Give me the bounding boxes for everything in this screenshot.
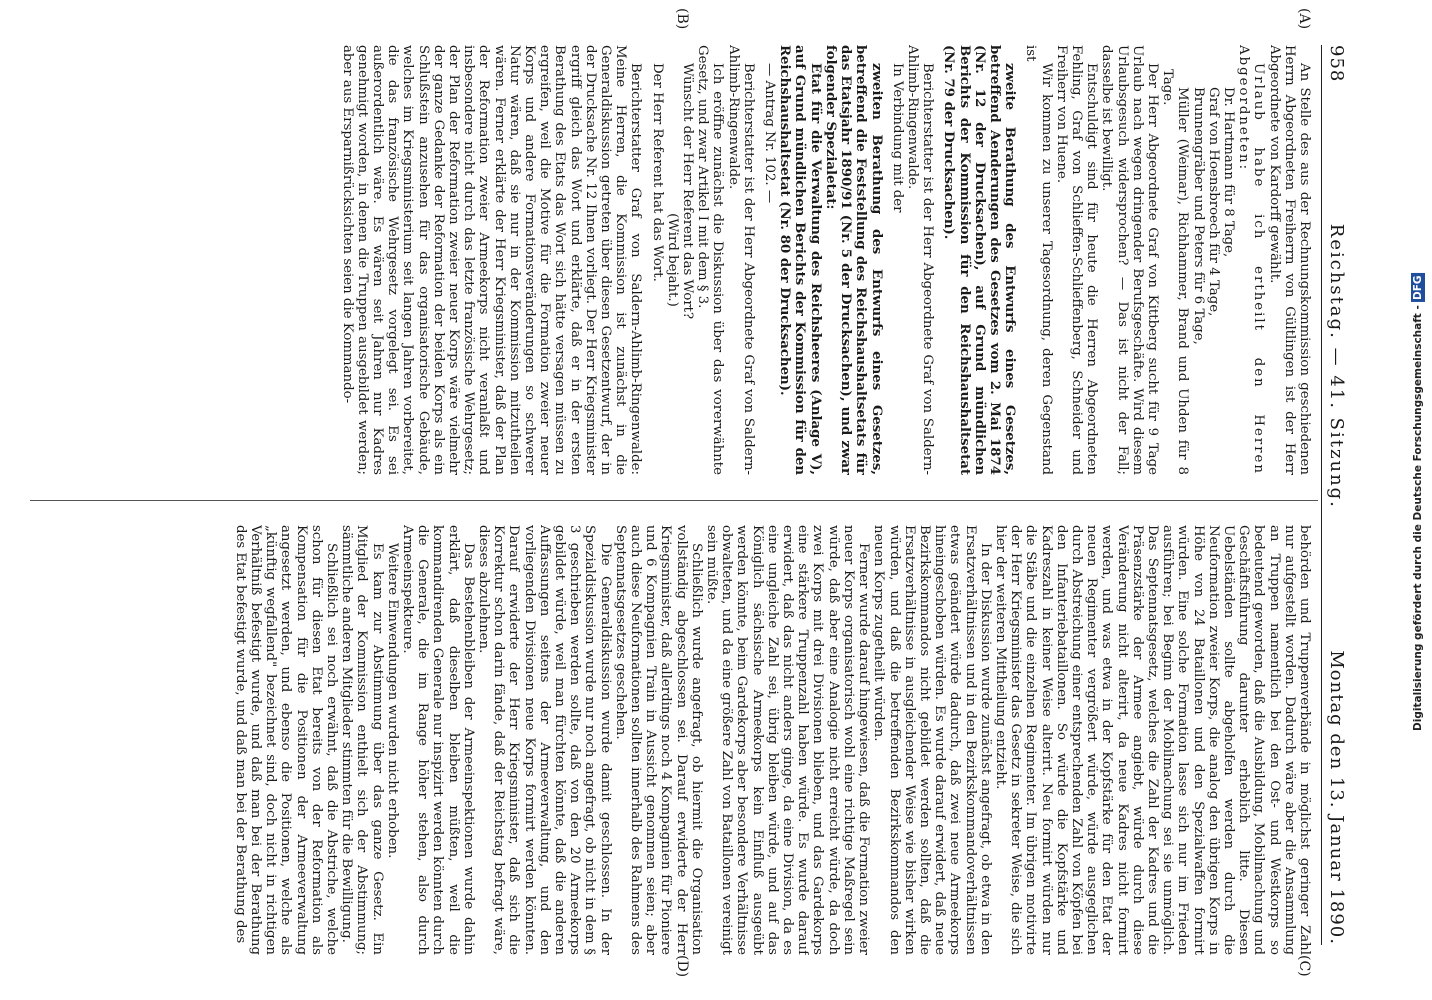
digitization-note <box>1412 269 1424 731</box>
page-header <box>1321 45 1360 945</box>
paragraph: An Stelle des aus der Rechnungskommission geschiedenen Herrn Abgeordneten Freiherrn von Gültlingen ist der Herr Abgeordnete von Kardorff gewählt. <box>1266 45 1312 475</box>
agenda-item: Etat für die Verwaltung des Reichsheeres (Anlage V), auf Grund mündlichen Berichts der Kommission für den Reichshaushaltsetat (Nr. 80 der Drucksachen). <box>777 45 823 475</box>
session-date: Montag den 13. Januar 1890. <box>1326 650 1347 945</box>
paragraph: Ferner wurde darauf hingewiesen, daß die Formation zweier neuer Korps organisatorisch wohl eine richtige Maßregel sein würde, daß aber eine Analogie nicht erreicht würde, da doch zwei Korps mit drei Divisionen blieben, und das Gardekorps eine stärkere Truppenzahl haben würde. Es wurde darauf erwidert, daß das nicht anders ginge, da eine Division, da es eine ungleiche Zahl sei, übrig bleiben würde, und auf das Königlich sächsische Armeekorps kein Einfluß ausgeübt werden könnte, beim Gardekorps aber besondere Verhältnisse obwalteten, und da eine größere Zahl von Bataillonen vereinigt sein müßte. <box>704 525 872 955</box>
paragraph: Der Herr Abgeordnete Graf von Kittberg sucht für 9 Tage Urlaub nach wegen dringender Berufsgeschäfte. Wird diesem Urlaubsgesuch widersprochen? — Das ist nicht der Fall; dasselbe ist bewilligt. <box>1099 45 1160 475</box>
paragraph: behörden und Truppenverbände in möglichst geringer Zahl nur aufgestellt worden. Dadurch wäre aber die Ansammlung an Truppen namentlich bei den Ost- und Westkorps so bedeutend geworden, daß die Ausbildung, Mobilmachung und Geschäftsführung darunter erheblich litte. Diesen Uebelständen sollte abgeholfen werden durch die Neuformation zweier Korps, die analog den übrigen Korps in Höhe von 24 Bataillonen und den Spezialwaffen formirt würden. Eine solche Formation lasse sich nur im Frieden ausführen; bei Beginn der Mobilmachung sei sie unmöglich. Das Septennatsgesetz, welches die Zahl der Kadres und die Präsenzstärke der Armee angiebt, würde durch diese Veränderung nicht alterirt, da neue Kadres nicht formirt werden, und was etwa in der Kopfstärke für den Etat der neuen Regimenter vergrößert würde, würde ausgeglichen durch Abstreichung einer entsprechenden Zahl von Köpfen bei den Infanteriebataillonen. So würde die Kopfstärke und Kadreszahl in keiner Weise alterirt. Neu formirt würden nur die Stäbe und die einzelnen Regimenter. Im übrigen motivirte der Herr Kriegsminister das Gesetz in sekreter Weise, die sich hier der weiteren Mittheilung entzieht. <box>992 525 1312 955</box>
paragraph: (Wird bejaht.) <box>664 213 680 307</box>
paragraph: Ich eröffne zunächst die Diskussion über das vorerwähnte Gesetz, und zwar Artikel I mit dem § 3. <box>695 45 726 475</box>
paragraph: Es kam zur Abstimmung über das ganze Gesetz. Ein Mitglied der Kommission enthielt sich der Abstimmung; sämmtliche anderen Mitglieder stimmten für die Bewilligung. <box>339 525 385 955</box>
paragraph: Schließlich wurde angefragt, ob hiermit die Organisation vollständig abgeschlossen sei. Darauf erwiderte der Herr Kriegsminister, daß allerdings noch 4 Kompagnien für Pioniere und 6 Kompagnien Train in Aussicht genommen seien; aber auch diese Neuformationen sollten innerhalb des Rahmens des Septennatsgesetzes geschehen. <box>612 525 704 955</box>
paragraph: Berichterstatter ist der Herr Abgeordnete Graf von Saldern-Ahlimb-Ringenwalde. <box>904 45 936 475</box>
digitization-footer <box>1404 0 1432 1000</box>
dfg-logo-badge: DFG <box>1412 275 1424 300</box>
paragraph: In der Diskussion wurde zunächst angefragt, ob etwa in den Ersatzverhältnissen und in den Bezirkskommandoverhältnissen etwas geändert würde dadurch, daß zwei neue Armeekorps hineingeschoben würden. Es wurde darauf erwidert, daß neue Bezirkskommandos nicht gebildet werden sollten, daß die Ersatzverhältnisse in ausgleichender Weise wie bisher wirken würden, und daß die betreffenden Bezirkskommandos den neuen Korps zugetheilt würden. <box>871 525 993 955</box>
margin-mark-c: (C) <box>1296 955 1312 977</box>
paragraph: Entschuldigt sind für heute die Herren Abgeordneten Fehling, Graf von Schlieffen-Schlieffenberg, Schneider und Freiherr von Huene. <box>1053 45 1100 475</box>
page-number: 958 <box>1326 45 1347 83</box>
right-text-column <box>30 525 1312 955</box>
paragraph: Brunnengräber und Peters für 6 Tage, <box>1190 87 1206 345</box>
paragraph: Graf von Hoensbroech für 4 Tage, <box>1205 87 1221 317</box>
paragraph: In Verbindung mit der <box>889 63 905 213</box>
paragraph: Die Generaldiskussion wurde damit geschlossen. In der Spezialdiskussion wurde nur noch angefragt, ob nicht in dem § 3 geschrieben werden sollte, daß von den 20 Armeekorps gebildet würde, weil man fürchten könnte, daß die anderen Auffassungen seitens der Armeeverwaltung, und den vorliegenden Divisionen neue Korps formirt werden könnten. Darauf erwiderte der Herr Kriegsminister, daß sich die Korrektur schon darin fände, daß der Reichstag befragt wäre, dieses abzulehnen. <box>476 525 613 955</box>
paragraph: Das Bestehenbleiben der Armeeinspektionen wurde dahin erklärt, daß dieselben bleiben müßten, weil die kommandirenden Generale nur inspizirt werden könnten durch die Generale, die im Range höher stehen, also durch Armeeinspekteure. <box>400 525 476 955</box>
paragraph: Weitere Einwendungen wurden nicht erhoben. <box>384 543 400 859</box>
funding-text: Digitalisierung gefördert durch die Deutsche Forschungsgemeinschaft - <box>1412 305 1424 731</box>
margin-mark-a: (A) <box>1296 8 1312 30</box>
paragraph: Müller (Weimar), Richhammer, Brand und Uhden für 8 Tage. <box>1160 69 1191 475</box>
paragraph: — Antrag Nr. 102. — <box>762 63 778 204</box>
column-divider <box>30 500 1318 501</box>
paragraph: Urlaub habe ich ertheilt den Herren Abgeordneten: <box>1236 45 1267 475</box>
paragraph: Berichterstatter Graf von Saldern-Ahlimb-Ringenwalde: Meine Herren, die Kommission ist zunächst in die Generaldiskussion getreten über diesen Gesetzentwurf, der in der Drucksache Nr. 12 Ihnen vorliegt. Der Herr Kriegsminister ergriff gleich das Wort und erklärte, daß er in der ersten Berathung des Etats das Wort sich hätte versagen müssen zu ergreifen, weil die Motive für die Formation zweier neuer Korps und andere Formationsveränderungen so schwerer Natur wären, daß sie nur in der Kommission mitzutheilen wären. Ferner erklärte der Herr Kriegsminister, daß der Plan der Reformation zweier Armeekorps nicht veranlaßt und insbesondere nicht durch das letzte französische Wehrgesetz; der Plan der Reformation zweier neuer Korps wäre vielmehr der ganze Gedanke der Reformation der beiden Korps als ein Schlußstein anzusehen für das organisatorische Gebäude, welches im Kriegsministerium seit langen Jahren vorbereitet, die das französische Wehrgesetz vorgelegt sei. Es sei außerordentlich wäre. Es wären seit Jahren nur Kadres genehmigt worden, in denen die Truppen ausgebildet werden; aber aus Ersparnißrücksichten seien die Kommando- <box>339 45 644 475</box>
paragraph: Schließlich sei noch erwähnt, daß die Abstriche, welche schon für diesen Etat bereits von der Reformation als Kompensation für die Positionen der Armeeverwaltung angesetzt werden, und ebenso die Positionen, welche als „künftig wegfallend" bezeichnet sind, doch nicht in richtigen Verhältniß befestigt wurde, und daß man bei der Berathung des Etat befestigt wurde, und daß man bei der Berathung des <box>232 525 339 955</box>
paragraph: Dr. Hartmann für 8 Tage, <box>1220 87 1236 258</box>
margin-mark-d: (D) <box>674 955 690 978</box>
paragraph: Berichterstatter ist der Herr Abgeordnete Graf von Saldern-Ahlimb-Ringenwalde. <box>725 45 756 475</box>
paragraph: Der Herr Referent hat das Wort. <box>649 63 665 282</box>
agenda-item: zweite Berathung des Entwurfs eines Gesetzes, betreffend Aenderungen des Gesetzes vom 2. Mai 1874 (Nr. 12 der Drucksachen), auf Grund mündlichen Berichts der Kommission für den Reichshaushaltsetat (Nr. 79 der Drucksachen). <box>941 45 1018 475</box>
left-text-column <box>30 45 1312 475</box>
paragraph: Wünscht der Herr Referent das Wort? <box>680 63 696 320</box>
margin-mark-b: (B) <box>674 8 690 30</box>
agenda-item: zweiten Berathung des Entwurfs eines Gesetzes, betreffend die Feststellung des Reichshaushaltsetats für das Etatsjahr 1890/91 (Nr. 5 der Drucksachen), und zwar folgender Spezialetat: <box>822 45 884 475</box>
paragraph: Wir kommen zu unserer Tagesordnung, deren Gegenstand ist <box>1023 45 1054 475</box>
session-title: Reichstag. — 41. Sitzung. <box>1326 223 1347 509</box>
